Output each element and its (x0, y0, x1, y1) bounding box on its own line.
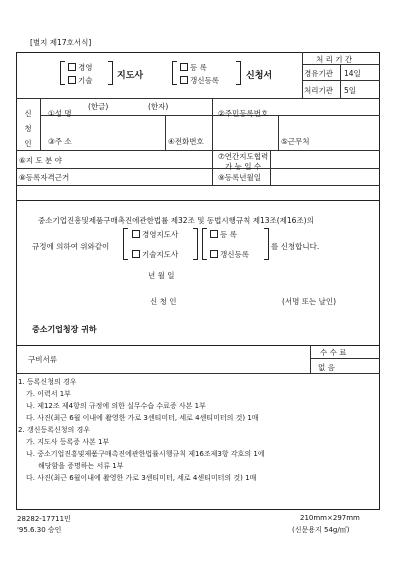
name-hanja-label: (한자) (148, 102, 169, 111)
header-opt-renew[interactable]: 갱신등록 (180, 75, 219, 86)
header-opt-register[interactable]: 등 록 (180, 62, 207, 73)
form-reference: [별지 제17호서식] (30, 38, 92, 47)
header-opt-consult[interactable]: 경영 (68, 62, 93, 73)
bracket-right (108, 61, 113, 85)
bracket-right (264, 228, 269, 260)
bracket-left (123, 228, 128, 260)
doc-item: 1. 등록신청의 경우 (18, 378, 77, 386)
doc-item: 가. 이력서 1부 (26, 390, 71, 398)
annual-days-label-2: 가 능 일 수 (225, 162, 262, 171)
address-label: ③주 소 (48, 137, 72, 146)
doc-item: 가. 지도사 등록증 사본 1부 (26, 438, 110, 446)
header-application: 신청서 (246, 71, 273, 81)
doc-item: 나. 제12조 제4항의 규정에 의한 실무수습 수료증 사본 1부 (26, 402, 206, 410)
doc-item: 해당함을 증명하는 서류 1부 (38, 462, 124, 470)
phone-label: ④전화번호 (168, 137, 204, 146)
header-opt-tech[interactable]: 기술 (68, 75, 93, 86)
form-code: 28282-17711민 (17, 515, 71, 523)
approval-date: '95.6.30 승인 (17, 526, 62, 534)
bracket-left (172, 61, 177, 85)
paper-size: 210mm×297mm (300, 514, 360, 522)
decl-opt-register[interactable]: 등 록 (210, 229, 237, 240)
rrn-label: ②주민등록번호 (218, 109, 269, 118)
bracket-left (60, 61, 65, 85)
office-label: 경유기관 (304, 69, 333, 78)
checkbox[interactable] (180, 63, 188, 71)
handling-label: 처리기관 (304, 86, 333, 95)
bracket-right (193, 228, 198, 260)
processing-title: 처 리 기 간 (316, 55, 353, 64)
workplace-label: ⑤근무처 (281, 137, 310, 146)
field-label: ⑥지 도 분 야 (19, 156, 62, 165)
checkbox[interactable] (210, 230, 218, 238)
applicant-signature-label: 신 청 인 (150, 297, 177, 306)
fee-label: 수 수 료 (320, 348, 347, 357)
decl-opt-renew[interactable]: 갱신등록 (210, 249, 249, 260)
header-instructor: 지도사 (117, 71, 144, 81)
office-days: 14일 (344, 69, 361, 78)
declaration-date: 년 월 일 (148, 271, 175, 280)
doc-item: 2. 갱신등록신청의 경우 (18, 426, 90, 434)
annual-days-label-1: ⑦연간지도협력 (218, 152, 269, 161)
registration-date-label: ⑨등록년월일 (218, 173, 261, 182)
doc-item: 다. 사진(최근 6월 이내에 촬영한 가로 3센티미터, 세로 4센티미터의 것) 1매 (26, 414, 259, 422)
checkbox[interactable] (132, 230, 140, 238)
addressee: 중소기업청장 귀하 (32, 325, 97, 334)
handling-days: 5일 (344, 86, 357, 95)
checkbox[interactable] (68, 63, 76, 71)
checkbox[interactable] (210, 250, 218, 258)
name-label: ①성 명 (48, 109, 72, 118)
doc-item: 다. 사진(최근 6월이내에 촬영한 가로 3센티미터, 세로 4센티미터의 것) 1매 (26, 474, 257, 482)
doc-item: 나. 중소기업진흥및제품구매촉진에관한법률시행규칙 제16조제3항 각호의 1에 (26, 450, 265, 458)
decl-opt-consult[interactable]: 경영지도사 (132, 229, 178, 240)
decl-opt-tech[interactable]: 기술지도사 (132, 249, 178, 260)
checkbox[interactable] (68, 76, 76, 84)
fee-value: 없 음 (318, 363, 335, 372)
bracket-left (202, 228, 207, 260)
declaration-prefix: 규정에 의하여 위와같이 (32, 242, 110, 251)
paper-type: (신문용지 54g/㎡) (292, 526, 350, 534)
documents-title: 구비서류 (28, 355, 57, 364)
basis-label: ⑧등록자격근거 (19, 173, 70, 182)
applicant-side-label: 신 청 인 (24, 109, 32, 148)
signature-hint: (서명 또는 날인) (282, 297, 337, 306)
declaration-line: 중소기업진흥및제품구매촉진에관한법률 제32조 및 동법시행규칙 제13조(제16조)의 (38, 216, 314, 225)
name-hangul-label: (한글) (88, 102, 109, 111)
checkbox[interactable] (180, 76, 188, 84)
checkbox[interactable] (132, 250, 140, 258)
declaration-suffix: 를 신청합니다. (271, 242, 320, 251)
bracket-right (236, 61, 241, 85)
